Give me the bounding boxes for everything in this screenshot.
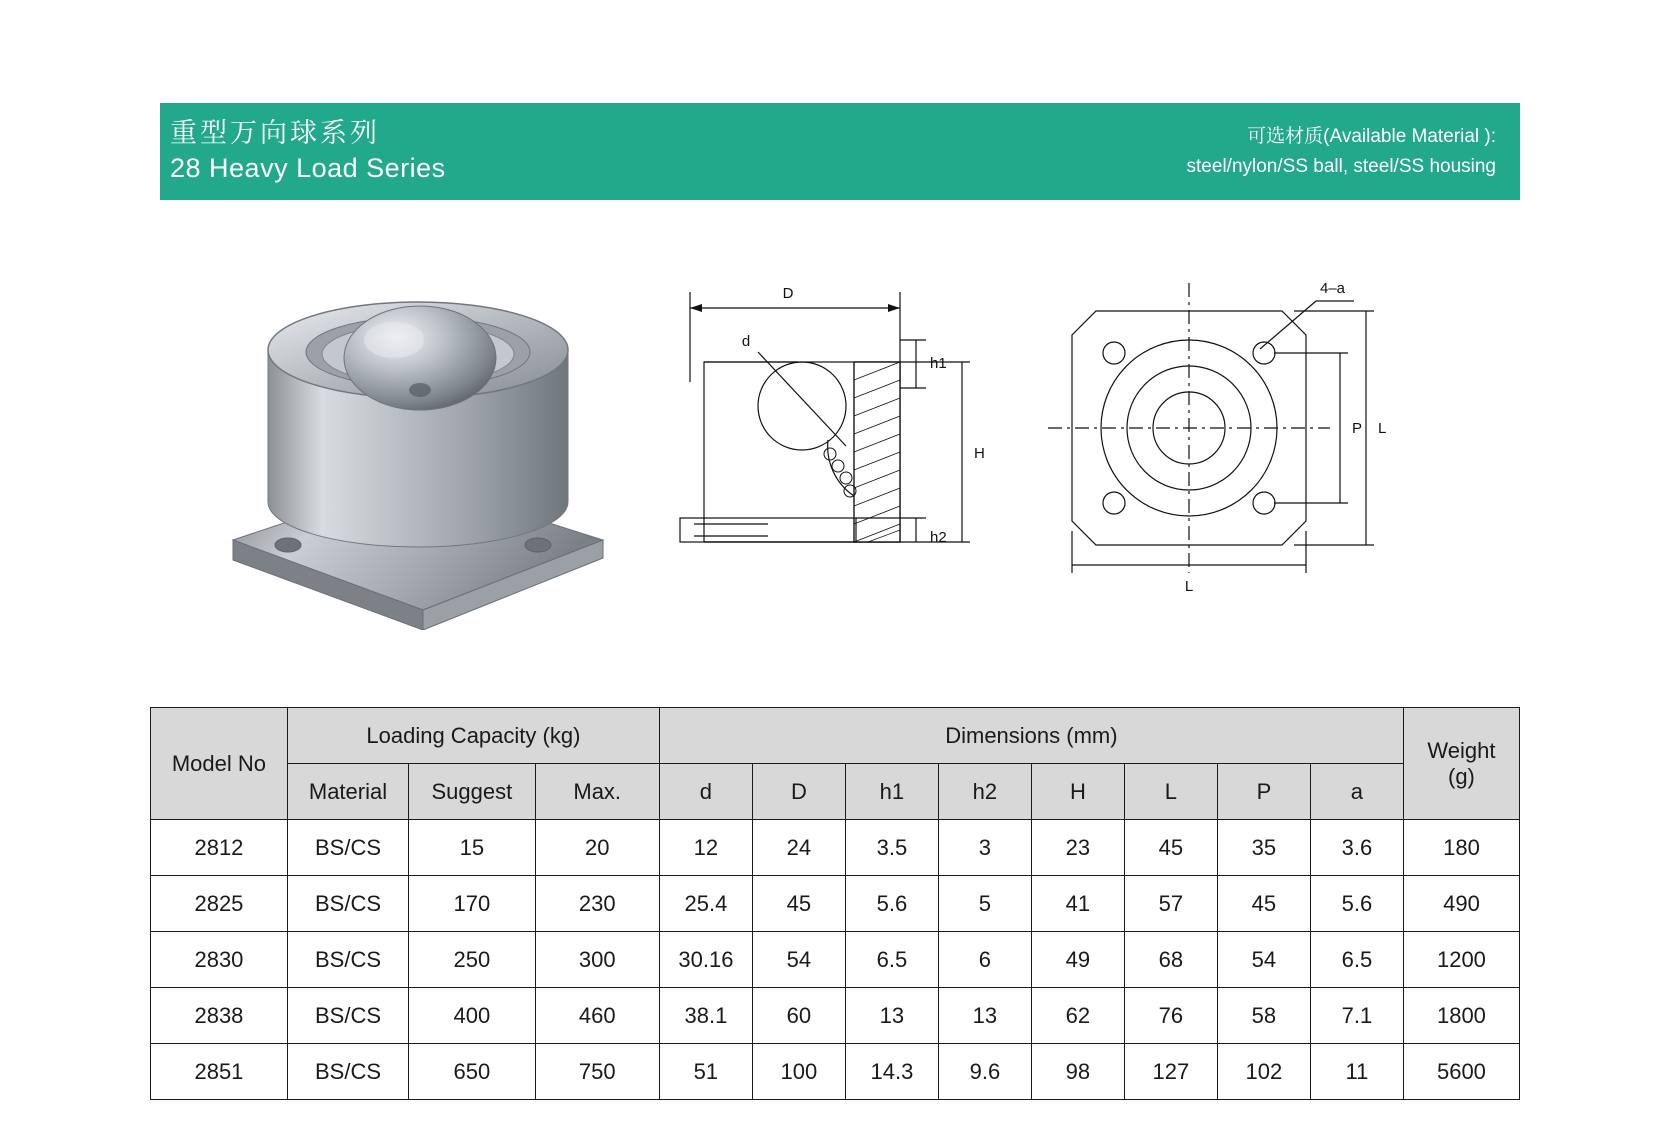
page-title-english: 28 Heavy Load Series [170,153,446,183]
cell-model: 2838 [151,988,288,1044]
figures-area [148,215,1520,655]
cell-d: 38.1 [659,988,752,1044]
table-row [151,820,1520,876]
table-head [151,708,1520,820]
table-row [151,876,1520,932]
header-model-no: Model No [151,708,288,820]
dim-label-h2: h2 [930,529,947,546]
header-dim-h2: h2 [938,764,1031,820]
cell-max: 750 [535,1044,659,1100]
dim-label-L-bottom: L [1184,578,1194,595]
table-body [151,820,1520,1100]
cell-suggest: 250 [409,932,535,988]
cell-L: 57 [1124,876,1217,932]
cell-D: 100 [752,1044,845,1100]
cell-a: 11 [1310,1044,1403,1100]
cell-P: 35 [1217,820,1310,876]
cell-d: 30.16 [659,932,752,988]
cell-D: 54 [752,932,845,988]
cell-max: 230 [535,876,659,932]
cell-D: 45 [752,876,845,932]
cell-suggest: 15 [409,820,535,876]
header-title-group [170,118,446,185]
cell-weight: 1200 [1403,932,1519,988]
dim-label-D: D [782,285,794,302]
cell-suggest: 170 [409,876,535,932]
cell-model: 2851 [151,1044,288,1100]
table-row [151,932,1520,988]
header-dim-P: P [1217,764,1310,820]
cell-a: 6.5 [1310,932,1403,988]
cell-a: 5.6 [1310,876,1403,932]
cell-D: 60 [752,988,845,1044]
cell-material: BS/CS [287,820,408,876]
dim-label-P: P [1352,420,1363,437]
cell-material: BS/CS [287,1044,408,1100]
cell-max: 460 [535,988,659,1044]
cell-material: BS/CS [287,932,408,988]
header-weight [1403,708,1519,820]
cell-h1: 6.5 [845,932,938,988]
cell-d: 25.4 [659,876,752,932]
cell-H: 41 [1031,876,1124,932]
header-dim-a: a [1310,764,1403,820]
cell-L: 68 [1124,932,1217,988]
cell-a: 3.6 [1310,820,1403,876]
cell-h2: 5 [938,876,1031,932]
cell-H: 62 [1031,988,1124,1044]
cross-section-drawing [678,270,1008,600]
header-weight-line2: (g) [1448,763,1475,789]
cell-h2: 9.6 [938,1044,1031,1100]
cell-h2: 6 [938,932,1031,988]
dim-label-h1: h1 [930,355,947,372]
table-header-row-2 [151,764,1520,820]
header-dim-h1: h1 [845,764,938,820]
cell-h1: 3.5 [845,820,938,876]
header-dim-H: H [1031,764,1124,820]
cell-h2: 3 [938,820,1031,876]
header-loading-capacity: Loading Capacity (kg) [287,708,659,764]
table-header-row-1 [151,708,1520,764]
cell-H: 23 [1031,820,1124,876]
cell-L: 127 [1124,1044,1217,1100]
table-row [151,1044,1520,1100]
cell-material: BS/CS [287,988,408,1044]
cell-d: 12 [659,820,752,876]
cell-L: 45 [1124,820,1217,876]
header-dim-L: L [1124,764,1217,820]
cell-P: 45 [1217,876,1310,932]
header-max: Max. [535,764,659,820]
cell-max: 300 [535,932,659,988]
cell-model: 2830 [151,932,288,988]
cell-H: 98 [1031,1044,1124,1100]
header-suggest: Suggest [409,764,535,820]
cell-h2: 13 [938,988,1031,1044]
cell-h1: 5.6 [845,876,938,932]
header-dim-d-small: d [659,764,752,820]
cell-model: 2825 [151,876,288,932]
cell-max: 20 [535,820,659,876]
cell-weight: 180 [1403,820,1519,876]
material-note-line-1: 可选材质(Available Material ): [1247,126,1496,148]
product-photo [208,240,628,630]
cell-model: 2812 [151,820,288,876]
cell-L: 76 [1124,988,1217,1044]
cell-material: BS/CS [287,876,408,932]
table-row [151,988,1520,1044]
top-view-drawing [1048,265,1408,605]
cell-weight: 5600 [1403,1044,1519,1100]
header-dimensions: Dimensions (mm) [659,708,1403,764]
header-weight-line1: Weight [1427,738,1496,764]
page-title-chinese: 重型万向球系列 [170,118,380,149]
product-photo-svg [208,240,628,630]
cell-h1: 14.3 [845,1044,938,1100]
dim-label-d: d [741,333,751,350]
available-material-note [1187,122,1496,181]
cell-suggest: 400 [409,988,535,1044]
cell-weight: 1800 [1403,988,1519,1044]
cell-h1: 13 [845,988,938,1044]
specification-table [150,707,1520,1100]
dim-label-H: H [974,445,985,462]
cell-P: 102 [1217,1044,1310,1100]
cell-weight: 490 [1403,876,1519,932]
page-header [148,103,1520,200]
cell-P: 54 [1217,932,1310,988]
header-material: Material [287,764,408,820]
dim-label-L-right: L [1378,420,1387,437]
cell-suggest: 650 [409,1044,535,1100]
cell-d: 51 [659,1044,752,1100]
material-note-line-2: steel/nylon/SS ball, steel/SS housing [1186,155,1496,177]
cell-a: 7.1 [1310,988,1403,1044]
cell-P: 58 [1217,988,1310,1044]
header-dim-D-large: D [752,764,845,820]
top-view-svg [1048,265,1408,605]
cross-section-svg [678,270,1008,600]
cell-H: 49 [1031,932,1124,988]
cell-D: 24 [752,820,845,876]
dim-label-4a: 4–a [1320,280,1346,297]
